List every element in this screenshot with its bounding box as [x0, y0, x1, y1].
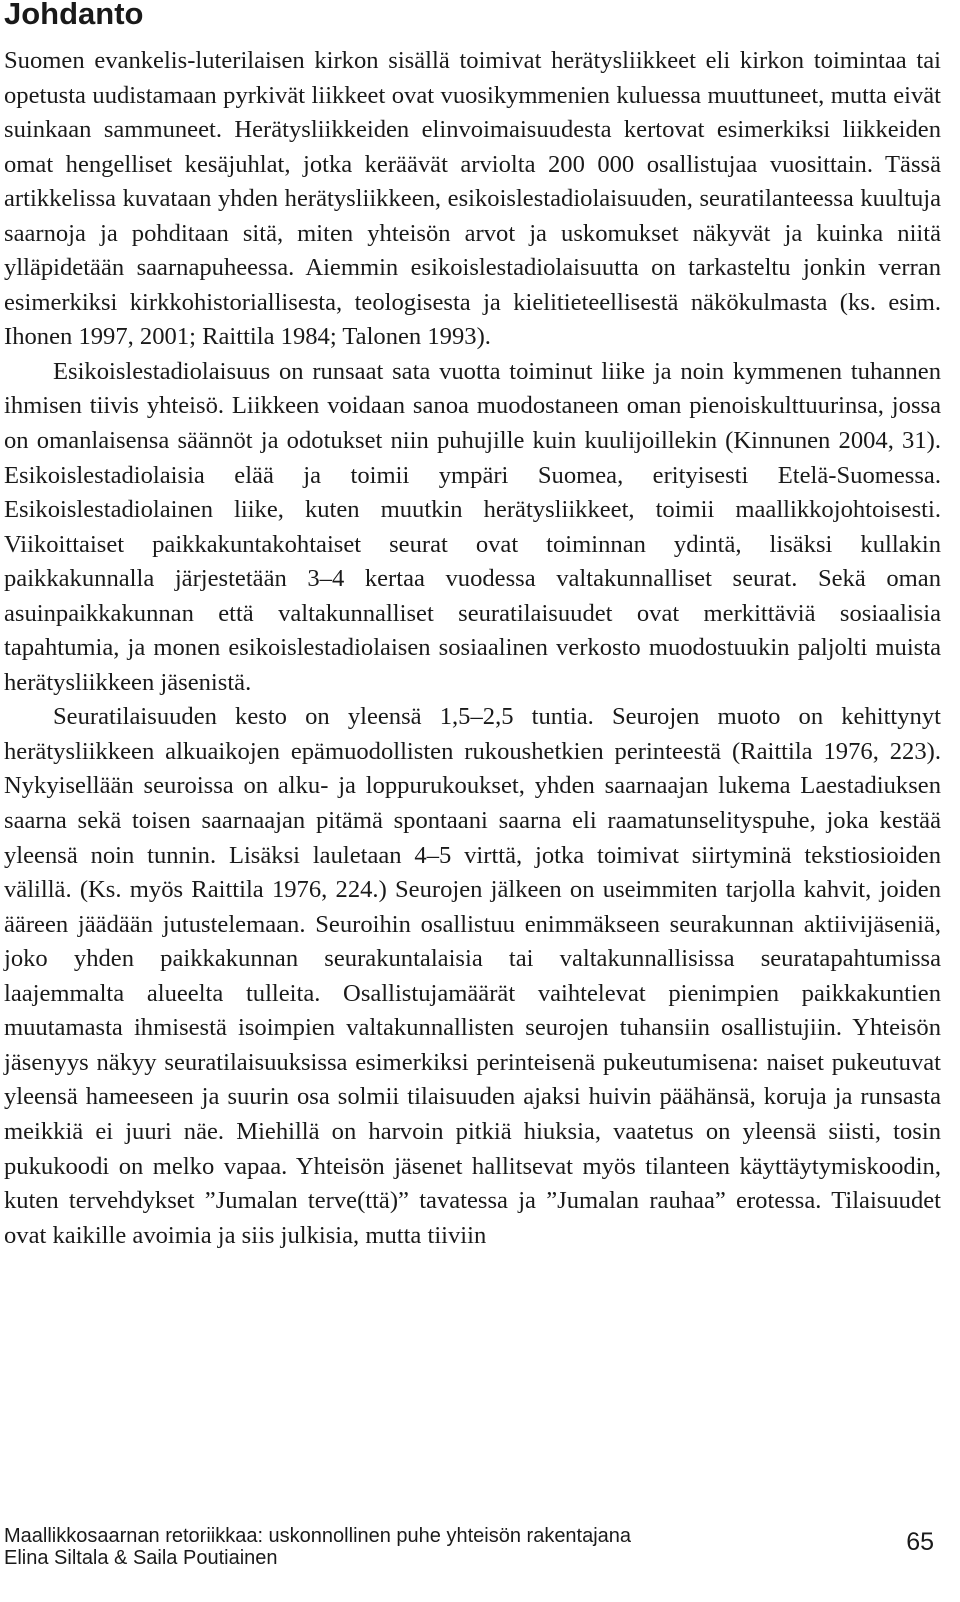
- page-footer: [4, 1525, 941, 1569]
- paragraph: Esikoislestadiolaisuus on runsaat sata vuotta toiminut liike ja noin kymmenen tuhannen ihmisen tiivis yhteisö. Liikkeen voidaan sanoa muodostaneen oman pienoiskulttuurinsa, jossa on omanlaisensa säännöt ja odotukset niin puhujille kuin kuulijoillekin (Kinnunen 2004, 31). Esikoislestadiolaisia elää ja toimii ympäri Suomea, erityisesti Etelä-Suomessa. Esikoislestadiolainen liike, kuten muutkin herätysliikkeet, toimii maallikkojohtoisesti. Viikoittaiset paikkakuntakohtaiset seurat ovat toiminnan ydintä, lisäksi kullakin paikkakunnalla järjestetään 3–4 kertaa vuodessa valtakunnalliset seurat. Sekä oman asuinpaikkakunnan että valtakunnalliset seuratilaisuudet ovat merkittäviä sosiaalisia tapahtumia, ja monen esikoislestadiolaisen sosiaalinen verkosto muodostuukin paljolti muista herätysliikkeen jäsenistä.: [4, 357, 941, 696]
- paragraph: Seuratilaisuuden kesto on yleensä 1,5–2,5 tuntia. Seurojen muoto on kehittynyt herätysliikkeen alkuaikojen epämuodollisten rukoushetkien perinteestä (Raittila 1976, 223). Nykyisellään seuroissa on alku- ja loppurukoukset, yhden saarnaajan lukema Laestadiuksen saarna sekä toisen saarnaajan pitämä spontaani saarna eli raamatunselityspuhe, joka kestää yleensä noin tunnin. Lisäksi lauletaan 4–5 virttä, jotka toimivat siirtyminä tekstiosioiden välillä. (Ks. myös Raittila 1976, 224.) Seurojen jälkeen on useimmiten tarjolla kahvit, joiden ääreen jäädään jutustelemaan. Seuroihin osallistuu enimmäkseen seurakunnan aktiivijäseniä, joko yhden paikkakunnan seurakuntalaisia tai valtakunnallisissa seuratapahtumissa laajemmalta alueelta tulleita. Osallistujamäärät vaihtelevat pienimpien paikkakuntien muutamasta ihmisestä isoimpien valtakunnallisten seurojen tuhansiin osallistujiin. Yhteisön jäsenyys näkyy seuratilaisuuksissa esimerkiksi perinteisenä pukeutumisena: naiset pukeutuvat yleensä hameeseen ja suurin osa solmii tilaisuuden ajaksi huivin päähänsä, koruja ja runsasta meikkiä ei juuri näe. Miehillä on harvoin pitkiä hiuksia, vaatetus on yleensä siisti, tosin pukukoodi on melko vapaa. Yhteisön jäsenet hallitsevat myös tilanteen käyttäytymiskoodin, kuten tervehdykset ”Jumalan terve(ttä)” tavatessa ja ”Jumalan rauhaa” erotessa. Tilaisuudet ovat kaikille avoimia ja siis julkisia, mutta tiiviin: [4, 703, 941, 1249]
- body-text: [4, 44, 941, 1253]
- paragraph: Suomen evankelis-luterilaisen kirkon sisällä toimivat herätysliikkeet eli kirkon toimintaa tai opetusta uudistamaan pyrkivät liikkeet ovat vuosikymmenien kuluessa muuttuneet, mutta eivät suinkaan sammuneet. Herätysliikkeiden elinvoimaisuudesta kertovat esimerkiksi liikkeiden omat hengelliset kesäjuhlat, jotka keräävät arviolta 200 000 osallistujaa vuosittain. Tässä artikkelissa kuvataan yhden herätysliikkeen, esikoislestadiolaisuuden, seuratilanteessa kuultuja saarnoja ja pohditaan sitä, miten yhteisön arvot ja uskomukset näkyvät ja kuinka niitä ylläpidetään saarnapuheessa. Aiemmin esikoislestadiolaisuutta on tarkasteltu jonkin verran esimerkiksi kirkkohistoriallisesta, teologisesta ja kielitieteellisestä näkökulmasta (ks. esim. Ihonen 1997, 2001; Raittila 1984; Talonen 1993).: [4, 47, 941, 351]
- footer-authors: Elina Siltala & Saila Poutiainen: [4, 1547, 278, 1569]
- footer-title: Maallikkosaarnan retoriikkaa: uskonnollinen puhe yhteisön rakentajana: [4, 1525, 632, 1547]
- page-number: 65: [906, 1528, 934, 1556]
- section-heading: Johdanto: [4, 0, 144, 31]
